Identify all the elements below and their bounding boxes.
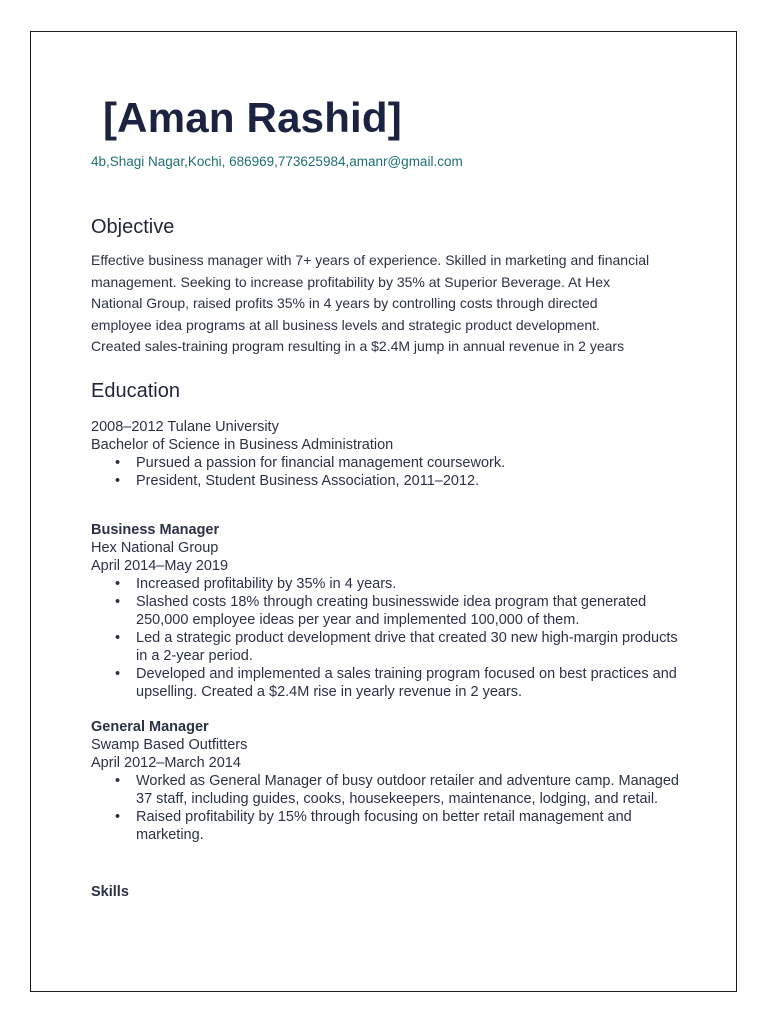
education-bullets <box>91 454 691 490</box>
objective-text: Effective business manager with 7+ years of experience. Skilled in marketing and financial management. Seeking to increase profitability by 35% at Superior Beverage. At Hex National Group, raised profits 35% in 4 years by controlling costs through directed employee idea programs at all business levels and strategic product development. Created sales-training program resulting in a $2.4M jump in annual revenue in 2 years <box>91 252 650 354</box>
education-heading: Education <box>91 380 180 402</box>
list-item: • President, Student Business Association, 2011–2012. <box>136 472 691 490</box>
job-title: Business Manager <box>91 522 220 538</box>
objective-heading: Objective <box>91 216 175 238</box>
education-degree: Bachelor of Science in Business Administration <box>91 437 394 453</box>
skills-heading: Skills <box>91 884 129 900</box>
job-dates: April 2012–March 2014 <box>91 755 241 771</box>
job-bullets <box>91 772 691 844</box>
education-section <box>91 418 691 490</box>
list-item: • Raised profitability by 15% through focusing on better retail management and marketing. <box>136 808 691 844</box>
job-dates: April 2014–May 2019 <box>91 558 229 574</box>
job-company: Hex National Group <box>91 540 219 556</box>
resume-page <box>30 31 737 992</box>
list-item: • Developed and implemented a sales training program focused on best practices and upselling. Created a $2.4M rise in yearly revenue in 2 years. <box>136 665 691 701</box>
job-bullets <box>91 575 691 701</box>
education-years-school: 2008–2012 Tulane University <box>91 419 279 435</box>
list-item: • Pursued a passion for financial management coursework. <box>136 454 691 472</box>
list-item: • Led a strategic product development drive that created 30 new high-margin products in a 2-year period. <box>136 629 691 665</box>
list-item: • Worked as General Manager of busy outdoor retailer and adventure camp. Managed 37 staff, including guides, cooks, housekeepers, maintenance, lodging, and retail. <box>136 772 691 808</box>
job-business-manager <box>91 521 691 701</box>
job-title: General Manager <box>91 719 209 735</box>
job-general-manager <box>91 718 691 844</box>
candidate-name: [Aman Rashid] <box>103 94 402 141</box>
contact-info: 4b,Shagi Nagar,Kochi, 686969,773625984,amanr@gmail.com <box>91 154 463 169</box>
list-item: • Slashed costs 18% through creating businesswide idea program that generated 250,000 employee ideas per year and implemented 100,000 of them. <box>136 593 691 629</box>
list-item: • Increased profitability by 35% in 4 years. <box>136 575 691 593</box>
job-company: Swamp Based Outfitters <box>91 737 248 753</box>
